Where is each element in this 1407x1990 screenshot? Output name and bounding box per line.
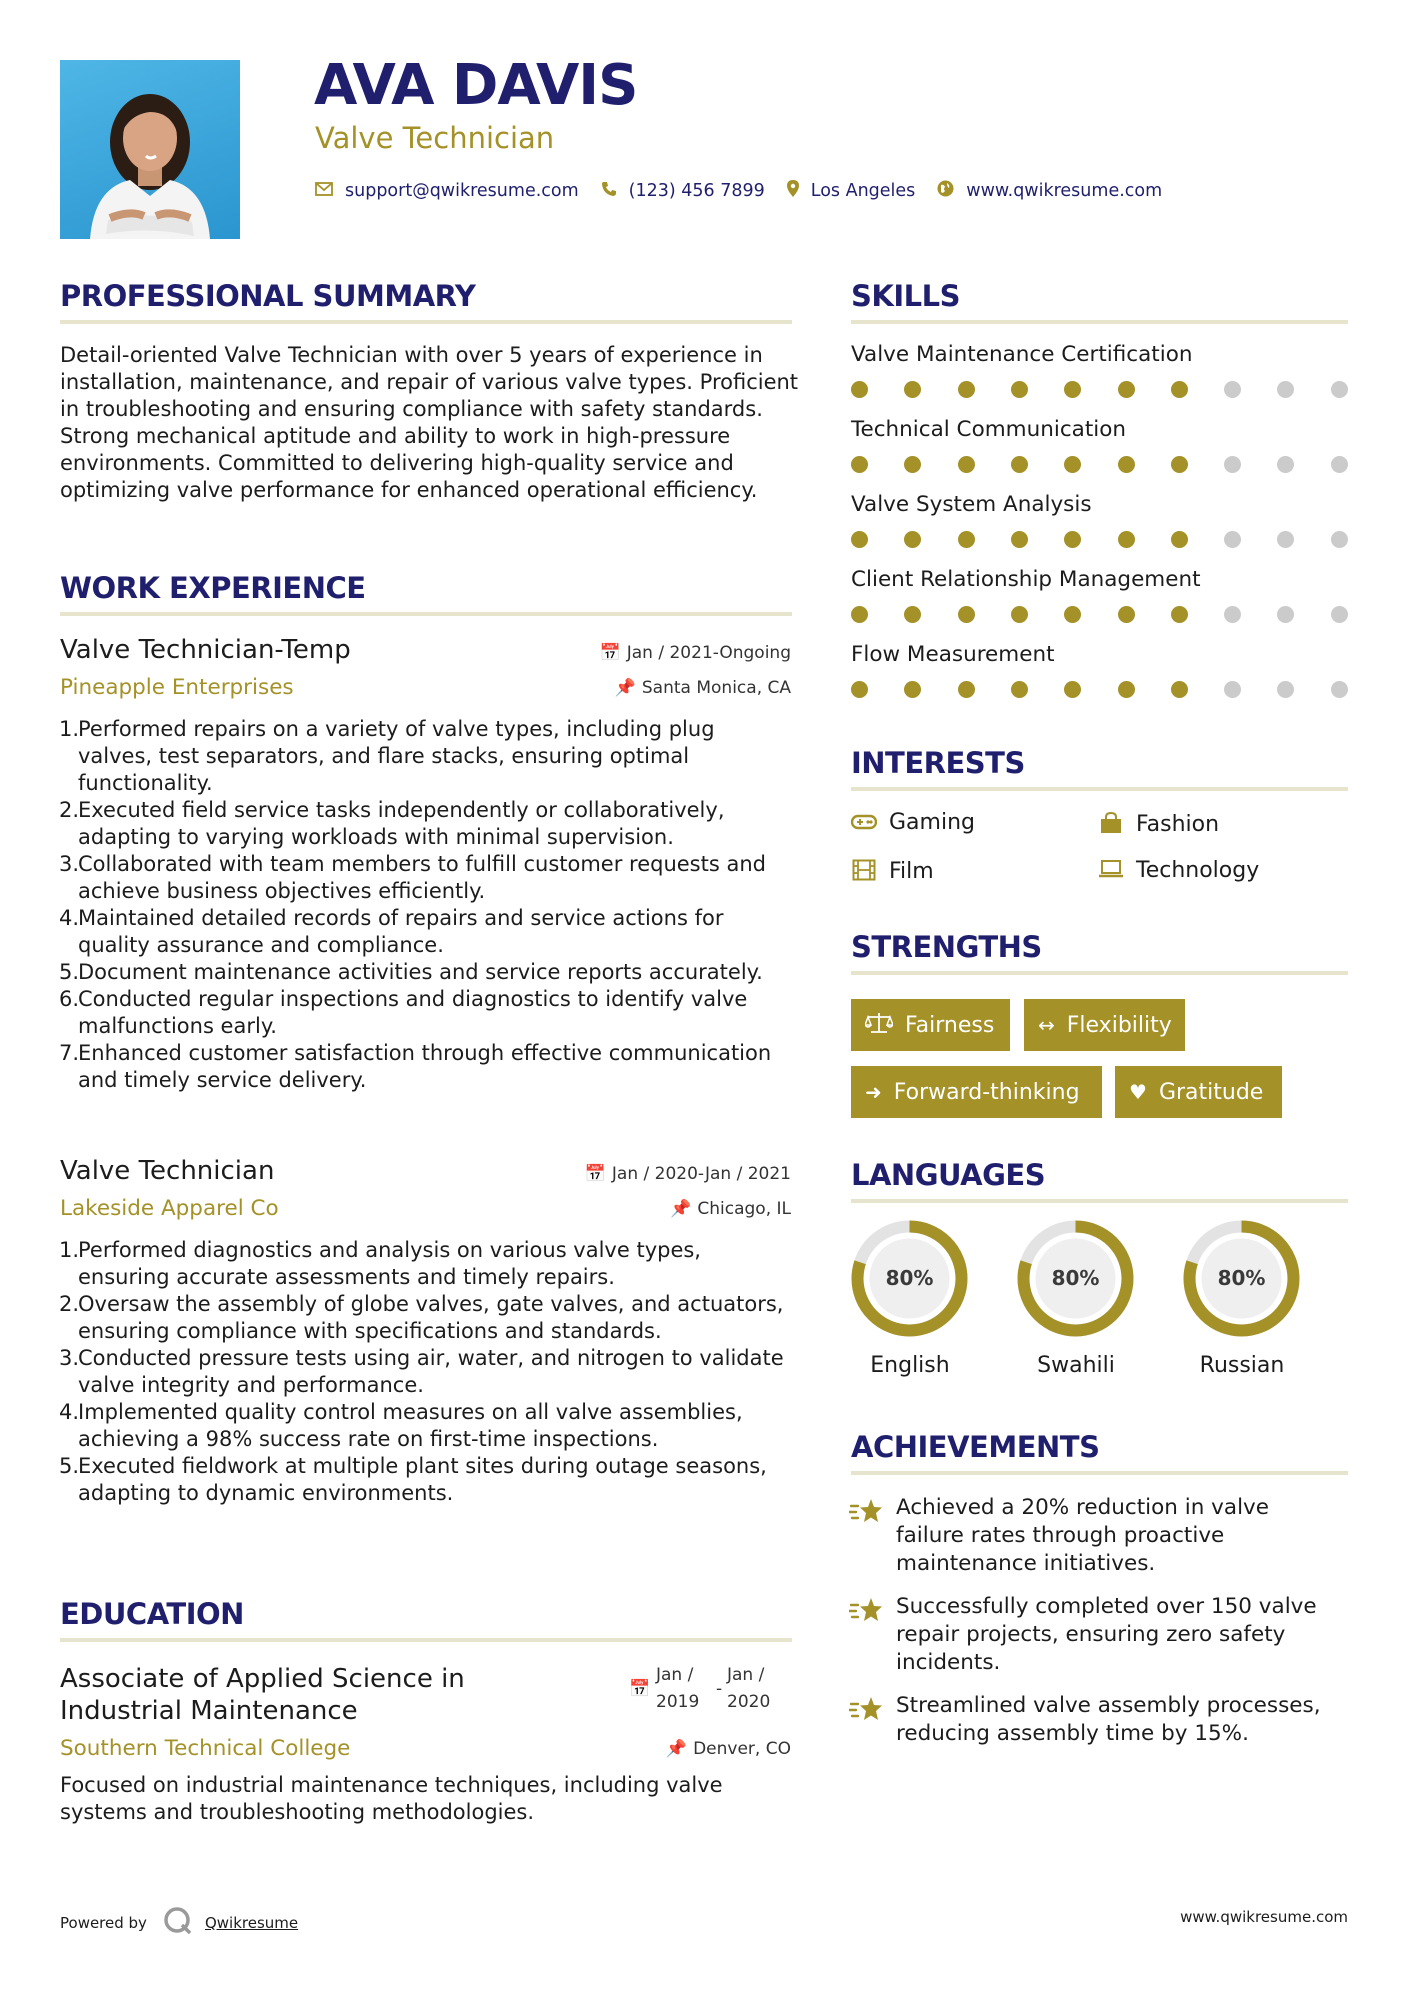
- skill-dot-empty: [1224, 381, 1241, 398]
- interests-divider: [851, 787, 1348, 791]
- skill-dot-empty: [1331, 681, 1348, 698]
- education-date-dash: -: [716, 1679, 723, 1699]
- skill-dot-empty: [1331, 456, 1348, 473]
- job-company: Pineapple Enterprises: [60, 675, 294, 700]
- contact-website[interactable]: www.qwikresume.com: [966, 180, 1163, 201]
- profile-photo: [60, 60, 240, 239]
- skill-dot-filled: [1064, 606, 1081, 623]
- education-divider: [60, 1638, 792, 1642]
- star-burst-icon: [849, 1596, 883, 1626]
- skill-dot-filled: [1171, 681, 1188, 698]
- skill-dot-empty: [1277, 681, 1294, 698]
- education-end-month: Jan /: [727, 1665, 765, 1685]
- language-name: Swahili: [1037, 1353, 1115, 1378]
- skill-dot-filled: [1064, 381, 1081, 398]
- job-location: [670, 1201, 791, 1218]
- achievement-line: incidents.: [896, 1650, 1001, 1675]
- pushpin-icon: 📌: [665, 1739, 688, 1759]
- skill-dot-filled: [1118, 681, 1135, 698]
- skill-dot-filled: [904, 681, 921, 698]
- list-item: Enhanced customer satisfaction through effective communication and timely service delivery.: [78, 1041, 772, 1092]
- calendar-icon: 📅: [599, 643, 621, 663]
- strength-label: Fairness: [905, 1012, 995, 1038]
- skill-dot-empty: [1277, 531, 1294, 548]
- interest-item: [1098, 859, 1259, 882]
- job-dates: [585, 1166, 791, 1183]
- interest-item: [851, 859, 934, 884]
- interest-label: Film: [889, 858, 934, 884]
- achievement-item: [896, 1692, 1356, 1748]
- achievements-heading: ACHIEVEMENTS: [851, 1430, 1100, 1464]
- list-item: Maintained detailed records of repairs and service actions for quality assurance and compliance.: [78, 906, 724, 957]
- interests-heading: INTERESTS: [851, 746, 1025, 780]
- skill-dot-filled: [1011, 381, 1028, 398]
- skill-dot-filled: [1118, 531, 1135, 548]
- skill-dot-empty: [1224, 606, 1241, 623]
- shopping-bag-icon: [1098, 812, 1124, 837]
- skill-dot-filled: [1118, 381, 1135, 398]
- list-item: Executed field service tasks independently or collaboratively, adapting to varying workloads with minimal supervision.: [78, 798, 725, 849]
- language-name: Russian: [1199, 1353, 1285, 1378]
- list-item: Conducted regular inspections and diagnostics to identify valve malfunctions early.: [78, 987, 748, 1038]
- envelope-icon: [315, 181, 333, 200]
- education-heading: EDUCATION: [60, 1597, 244, 1631]
- skill-dot-filled: [851, 606, 868, 623]
- skill-dot-filled: [958, 606, 975, 623]
- strength-chip: [1024, 999, 1185, 1051]
- strength-label: Flexibility: [1066, 1012, 1172, 1038]
- skill-dot-filled: [904, 606, 921, 623]
- footer-site[interactable]: www.qwikresume.com: [1180, 1908, 1348, 1926]
- laptop-icon: [1098, 859, 1124, 882]
- list-item: Performed repairs on a variety of valve types, including plug valves, test separators, and flare stacks, ensuring optimal functionality.: [78, 717, 715, 795]
- job-responsibilities: [60, 1237, 795, 1507]
- language-name: English: [870, 1353, 950, 1378]
- job-responsibilities: [60, 716, 795, 1094]
- summary-text: Detail-oriented Valve Technician with over 5 years of experience in installation, maintenance, and repair of various valve types. Proficient in troubleshooting and ensuring compliance with safety standards. Strong mechanical aptitude and ability to work in high-pressure environments. Committed to delivering high-quality service and optimizing valve performance for enhanced operational efficiency.: [60, 343, 799, 502]
- job-location-text: Santa Monica, CA: [641, 678, 791, 698]
- interest-label: Gaming: [889, 810, 975, 835]
- skill-dot-empty: [1224, 681, 1241, 698]
- skill-dot-empty: [1277, 456, 1294, 473]
- skill-dot-empty: [1277, 606, 1294, 623]
- achievement-line: reducing assembly time by 15%.: [896, 1721, 1249, 1746]
- skill-dot-filled: [1064, 456, 1081, 473]
- skill-dot-filled: [1064, 531, 1081, 548]
- strengths-heading: STRENGTHS: [851, 930, 1042, 964]
- skill-dot-filled: [1064, 681, 1081, 698]
- skill-dot-filled: [1011, 681, 1028, 698]
- gamepad-icon: [851, 813, 877, 833]
- skill-dot-filled: [958, 681, 975, 698]
- phone-icon: [601, 181, 617, 201]
- list-item: Document maintenance activities and service reports accurately.: [78, 960, 763, 984]
- strength-chip: [851, 1066, 1102, 1118]
- footer-brand-link[interactable]: Qwikresume: [204, 1914, 299, 1932]
- star-burst-icon: [849, 1695, 883, 1725]
- contact-bar: [315, 180, 1162, 201]
- contact-phone[interactable]: (123) 456 7899: [628, 180, 765, 201]
- strength-label: Forward-thinking: [893, 1079, 1080, 1105]
- language-percent: 80%: [885, 1266, 934, 1290]
- candidate-name: AVA DAVIS: [314, 53, 638, 118]
- job-location-text: Chicago, IL: [697, 1199, 791, 1219]
- job-company: Lakeside Apparel Co: [60, 1196, 279, 1221]
- list-item: Conducted pressure tests using air, water, and nitrogen to validate valve integrity and performance.: [78, 1346, 784, 1397]
- skill-dot-filled: [851, 456, 868, 473]
- interest-item: [851, 812, 975, 834]
- achievement-line: Streamlined valve assembly processes,: [896, 1693, 1321, 1718]
- languages-heading: LANGUAGES: [851, 1158, 1046, 1192]
- skill-dot-empty: [1277, 381, 1294, 398]
- skill-name: Flow Measurement: [851, 642, 1055, 667]
- degree-line-2: Industrial Maintenance: [60, 1696, 358, 1726]
- skill-dot-filled: [958, 531, 975, 548]
- language-ring: [1015, 1218, 1136, 1339]
- languages-list: [849, 1218, 1349, 1388]
- footer-powered-by: Powered by: [60, 1914, 147, 1932]
- summary-divider: [60, 320, 792, 324]
- interest-label: Technology: [1136, 857, 1260, 883]
- strength-chip: [851, 999, 1010, 1051]
- arrows-horizontal-icon: ↔: [1038, 1013, 1055, 1037]
- balance-scale-icon: [865, 1012, 893, 1039]
- skill-name: Client Relationship Management: [851, 567, 1201, 592]
- skill-dot-empty: [1224, 456, 1241, 473]
- achievement-line: failure rates through proactive: [896, 1523, 1225, 1548]
- skill-dot-filled: [958, 381, 975, 398]
- job-dates-text: Jan / 2021-Ongoing: [626, 643, 791, 663]
- experience-divider: [60, 612, 792, 616]
- globe-icon: [937, 180, 954, 201]
- skill-dot-filled: [904, 531, 921, 548]
- film-icon: [851, 859, 877, 884]
- pushpin-icon: 📌: [670, 1199, 692, 1219]
- skill-dot-filled: [904, 381, 921, 398]
- interest-item: [1098, 812, 1219, 837]
- education-location-text: Denver, CO: [693, 1739, 791, 1759]
- education-school: Southern Technical College: [60, 1736, 351, 1761]
- strength-chip: [1115, 1066, 1282, 1118]
- language-percent: 80%: [1051, 1266, 1100, 1290]
- job-title: Valve Technician-Temp: [60, 635, 351, 665]
- skills-divider: [851, 320, 1348, 324]
- skill-dot-filled: [1118, 606, 1135, 623]
- skill-dot-filled: [1171, 456, 1188, 473]
- person-portrait-icon: [60, 60, 240, 239]
- contact-email[interactable]: support@qwikresume.com: [345, 180, 579, 201]
- skill-dot-filled: [851, 681, 868, 698]
- skill-dot-filled: [1011, 606, 1028, 623]
- education-end-year: 2020: [727, 1692, 771, 1712]
- skill-dot-filled: [958, 456, 975, 473]
- skill-dot-filled: [1011, 531, 1028, 548]
- qwikresume-logo-icon: [163, 1906, 193, 1940]
- languages-divider: [851, 1199, 1348, 1203]
- job-location: [615, 680, 791, 697]
- skill-dot-filled: [1171, 606, 1188, 623]
- list-item: Executed fieldwork at multiple plant sites during outage seasons, adapting to dynamic environments.: [78, 1454, 767, 1505]
- candidate-title: Valve Technician: [315, 121, 555, 155]
- achievements-divider: [851, 1471, 1348, 1475]
- calendar-icon: 📅: [629, 1679, 651, 1699]
- pushpin-icon: 📌: [614, 678, 636, 698]
- experience-heading: WORK EXPERIENCE: [60, 571, 366, 605]
- achievement-line: Successfully completed over 150 valve: [896, 1594, 1317, 1619]
- job-dates-text: Jan / 2020-Jan / 2021: [611, 1164, 791, 1184]
- skill-dot-empty: [1331, 381, 1348, 398]
- list-item: Collaborated with team members to fulfill customer requests and achieve business objectives efficiently.: [78, 852, 766, 903]
- language-ring: [849, 1218, 970, 1339]
- skill-dot-filled: [1011, 456, 1028, 473]
- list-item: Oversaw the assembly of globe valves, gate valves, and actuators, ensuring compliance with specifications and standards.: [78, 1292, 784, 1343]
- map-marker-icon: [787, 180, 799, 201]
- degree-title: [60, 1663, 465, 1727]
- achievement-line: repair projects, ensuring zero safety: [896, 1622, 1286, 1647]
- skill-name: Technical Communication: [851, 417, 1127, 442]
- degree-line-1: Associate of Applied Science in: [60, 1664, 465, 1694]
- education-location: [666, 1741, 791, 1758]
- contact-location: Los Angeles: [810, 180, 916, 201]
- education-start-year: 2019: [656, 1692, 700, 1712]
- star-burst-icon: [849, 1497, 883, 1527]
- achievement-item: [896, 1593, 1356, 1677]
- skill-dot-empty: [1331, 531, 1348, 548]
- job-title: Valve Technician: [60, 1156, 275, 1186]
- strength-label: Gratitude: [1158, 1079, 1264, 1105]
- calendar-icon: 📅: [584, 1164, 606, 1184]
- skill-name: Valve Maintenance Certification: [851, 342, 1193, 367]
- strengths-divider: [851, 971, 1348, 975]
- skill-name: Valve System Analysis: [851, 492, 1092, 517]
- skill-dot-filled: [1171, 381, 1188, 398]
- achievement-item: [896, 1494, 1356, 1578]
- skill-dot-empty: [1224, 531, 1241, 548]
- heart-icon: ♥: [1129, 1080, 1147, 1104]
- education-start-month: Jan /: [656, 1665, 694, 1685]
- skill-dot-filled: [1118, 456, 1135, 473]
- interest-label: Fashion: [1136, 811, 1220, 837]
- skills-heading: SKILLS: [851, 279, 960, 313]
- job-dates: [600, 645, 791, 662]
- list-item: Implemented quality control measures on all valve assemblies, achieving a 98% success rate on first-time inspections.: [78, 1400, 743, 1451]
- skill-dot-filled: [1171, 531, 1188, 548]
- education-description: Focused on industrial maintenance techniques, including valve systems and troubleshooting methodologies.: [60, 1773, 723, 1824]
- skill-dot-empty: [1331, 606, 1348, 623]
- language-ring: [1181, 1218, 1302, 1339]
- arrow-right-icon: ➜: [865, 1080, 882, 1104]
- achievement-line: Achieved a 20% reduction in valve: [896, 1495, 1270, 1520]
- skill-dot-filled: [904, 456, 921, 473]
- summary-heading: PROFESSIONAL SUMMARY: [60, 279, 476, 313]
- skill-dot-filled: [851, 381, 868, 398]
- skill-dot-filled: [851, 531, 868, 548]
- skills-list: [851, 344, 1351, 704]
- language-percent: 80%: [1217, 1266, 1266, 1290]
- footer-branding: [60, 1906, 298, 1940]
- achievement-line: maintenance initiatives.: [896, 1551, 1156, 1576]
- list-item: Performed diagnostics and analysis on various valve types, ensuring accurate assessments and timely repairs.: [78, 1238, 701, 1289]
